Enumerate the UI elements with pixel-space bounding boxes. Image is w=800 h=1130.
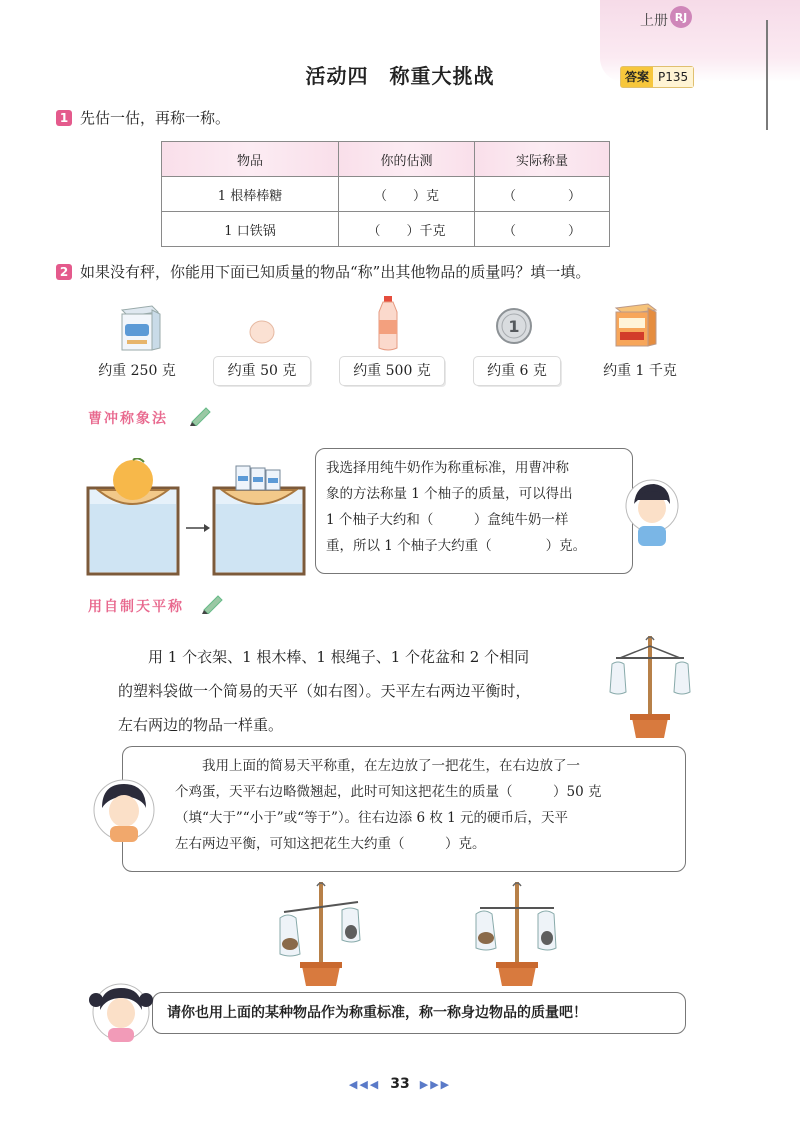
bubble-line: 我用上面的简易天平称重，在左边放了一把花生，在右边放了一 <box>175 758 580 774</box>
speech-bubble-balance <box>122 746 686 872</box>
bottle-icon <box>372 294 404 352</box>
egg-icon <box>246 316 278 348</box>
section-heading-balance: 用自制天平称 <box>88 599 184 615</box>
girl-avatar-icon <box>92 778 156 844</box>
page-title: 活动四 称重大挑战 <box>305 64 495 88</box>
bubble-line: 左右两边平衡，可知这把花生大约重（ ）克。 <box>175 836 486 852</box>
balance-illustration <box>606 634 694 740</box>
bubble-line: 个鸡蛋，天平右边略微翘起，此时可知这把花生的质量（ ）50 克 <box>175 784 602 800</box>
boy-avatar-icon <box>624 478 680 550</box>
page-number: 33 <box>390 1076 410 1092</box>
cell-estimate[interactable]: （ ）千克 <box>339 212 475 247</box>
edition-badge: RJ <box>670 6 692 28</box>
question-number-2: 2 <box>56 264 72 280</box>
cell-actual[interactable]: （ ） <box>475 177 610 212</box>
paragraph-line: 用 1 个衣架、1 根木棒、1 根绳子、1 个花盆和 2 个相同 <box>118 648 530 666</box>
bubble-line: 重，所以 1 个柚子大约重（ ）克。 <box>326 538 587 554</box>
question-1-text: 先估一估，再称一称。 <box>80 109 231 127</box>
table-row <box>162 177 610 212</box>
paragraph-line: 的塑料袋做一个简易的天平（如右图）。天平左右两边平衡时， <box>118 682 531 700</box>
table-row <box>162 212 610 247</box>
item-label: 约重 50 克 <box>214 357 310 385</box>
cell-actual[interactable]: （ ） <box>475 212 610 247</box>
balance-peanuts-coins-illustration <box>472 880 562 988</box>
col-estimate: 你的估测 <box>339 142 475 177</box>
item-label: 约重 250 克 <box>84 357 190 385</box>
balance-paragraph <box>118 640 618 742</box>
answer-label: 答案 <box>621 67 653 87</box>
speech-bubble-caochong <box>315 448 633 574</box>
question-2-text: 如果没有秤，你能用下面已知质量的物品“称”出其他物品的质量吗？填一填。 <box>80 263 591 281</box>
estimate-table <box>161 141 610 247</box>
item-label: 约重 6 克 <box>474 357 560 385</box>
milk-carton-icon <box>112 300 168 352</box>
page-number-bar <box>0 1076 800 1092</box>
item-label: 约重 1 千克 <box>588 357 692 385</box>
question-number-1: 1 <box>56 110 72 126</box>
coin-icon <box>494 306 534 346</box>
cell-item: 1 根棒棒糖 <box>162 177 339 212</box>
col-actual: 实际称量 <box>475 142 610 177</box>
girl-pigtails-avatar-icon <box>88 980 154 1044</box>
oil-box-icon <box>608 300 664 350</box>
pencil-icon <box>188 404 214 426</box>
cell-item: 1 口铁锅 <box>162 212 339 247</box>
bubble-line: 1 个柚子大约和（ ）盒纯牛奶一样 <box>326 512 569 528</box>
answer-reference[interactable] <box>620 66 694 88</box>
pencil-icon <box>200 592 226 614</box>
final-prompt-bubble: 请你也用上面的某种物品作为称重标准，称一称身边物品的质量吧！ <box>152 992 686 1034</box>
volume-label: 上册 <box>640 13 668 29</box>
table-header-row <box>162 142 610 177</box>
section-heading-caochong: 曹冲称象法 <box>88 411 168 427</box>
water-tank-illustration <box>86 458 308 576</box>
next-arrows: ▶▶▶ <box>419 1078 452 1091</box>
answer-page: P135 <box>653 67 693 87</box>
bubble-line: （填“大于”“小于”或“等于”）。往右边添 6 枚 1 元的硬币后，天平 <box>175 810 569 826</box>
cell-estimate[interactable]: （ ）克 <box>339 177 475 212</box>
bubble-line: 我选择用纯牛奶作为称重标准，用曹冲称 <box>326 460 569 476</box>
item-label: 约重 500 克 <box>340 357 444 385</box>
col-item: 物品 <box>162 142 339 177</box>
prev-arrows: ◀◀◀ <box>348 1078 381 1091</box>
svg-text:1: 1 <box>508 317 520 336</box>
balance-peanuts-egg-illustration <box>276 880 366 988</box>
paragraph-line: 左右两边的物品一样重。 <box>118 716 284 734</box>
bubble-line: 象的方法称量 1 个柚子的质量，可以得出 <box>326 486 573 502</box>
